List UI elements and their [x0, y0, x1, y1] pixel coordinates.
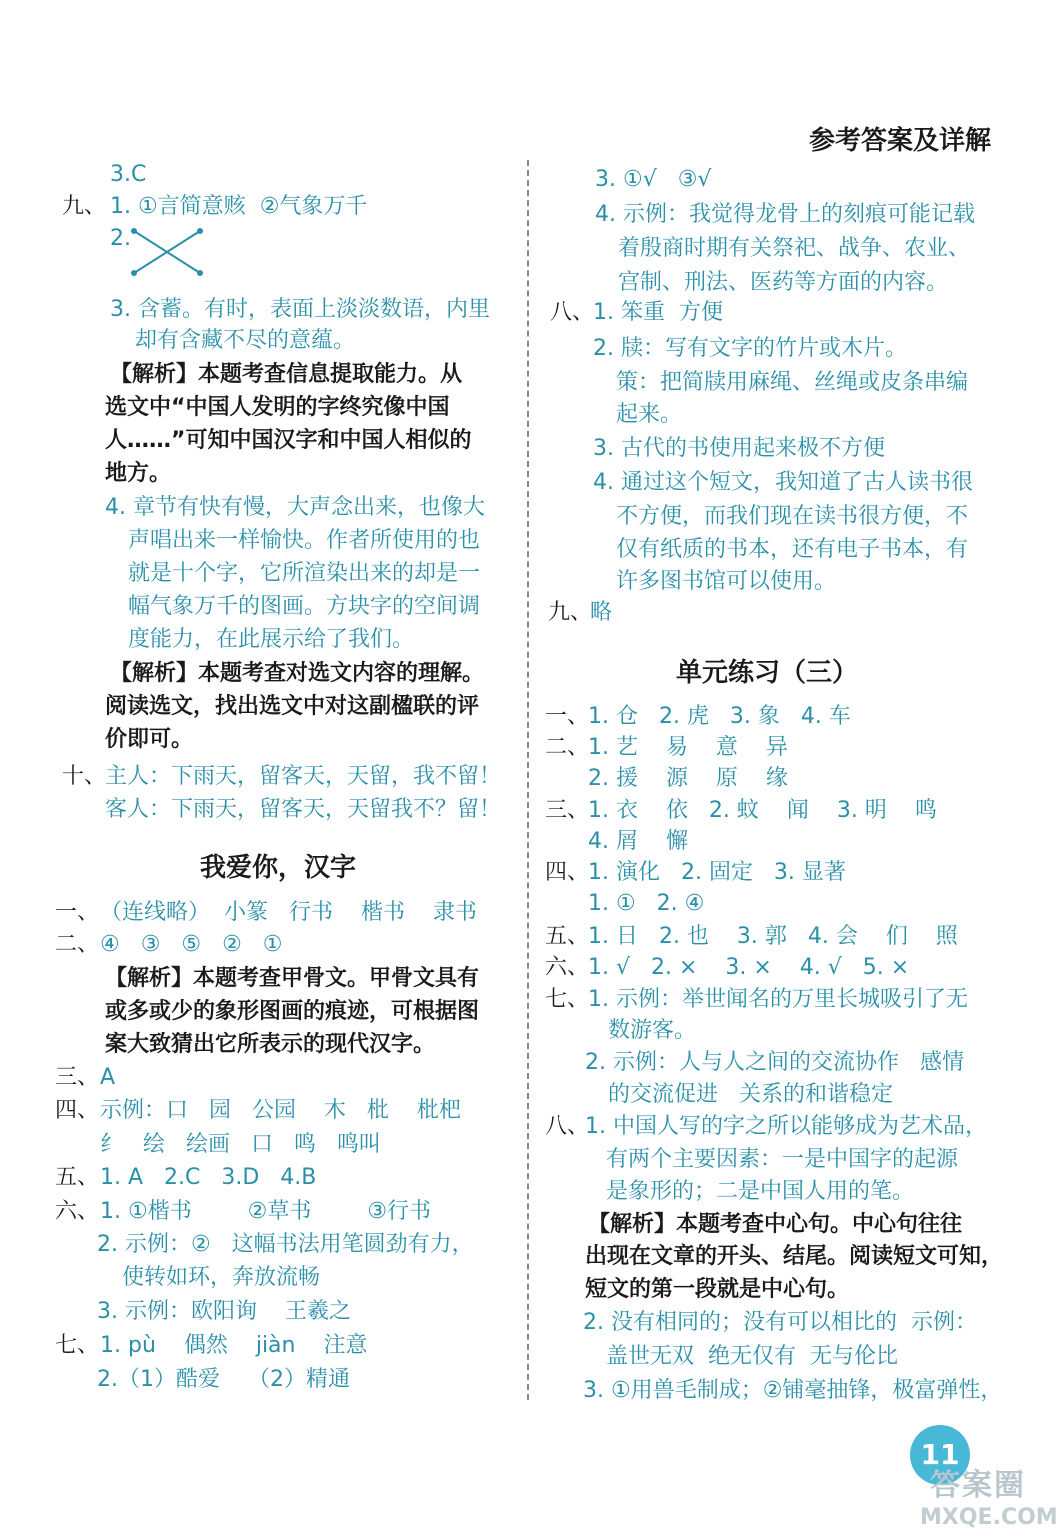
analysis-line: 选文中“中国人发明的字终究像中国 — [105, 395, 450, 420]
column-divider — [527, 160, 529, 1400]
answer-line: 1. 日 2. 也 3. 郭 4. 会 们 照 — [588, 924, 958, 949]
question-number: 九、 — [548, 600, 593, 625]
question-number: 二、 — [55, 932, 100, 957]
question-number: 六、 — [55, 1199, 100, 1224]
page-number-badge: 11 — [910, 1425, 970, 1485]
answer-line: 2. 示例：人与人之间的交流协作 感情 — [585, 1050, 964, 1075]
question-number: 八、 — [550, 300, 595, 325]
answer-line: 策：把简牍用麻绳、丝绳或皮条串编 — [616, 370, 969, 395]
answer-line: 1. 中国人写的字之所以能够成为艺术品， — [585, 1114, 987, 1139]
answer-line: 纟 绘 绘画 口 鸣 鸣叫 — [100, 1132, 381, 1157]
answer-line: 1. 示例：举世闻名的万里长城吸引了无 — [588, 987, 968, 1012]
analysis-line: 或多或少的象形图画的痕迹，可根据图 — [105, 999, 480, 1024]
answer-line: 1. ① 2. ④ — [588, 891, 705, 916]
answer-line: 2. 援 源 原 缘 — [588, 766, 788, 791]
answer-line: 声唱出来一样愉快。作者所使用的也 — [128, 528, 481, 553]
matching-lines-diagram — [128, 225, 208, 280]
answer-line: 4. 示例：我觉得龙骨上的刻痕可能记载 — [595, 202, 975, 227]
answer-line: 4. 屑 懈 — [588, 829, 688, 854]
answer-line: 1. 笨重 方便 — [593, 300, 723, 325]
answer-line: 1. pù 偶然 jiàn 注意 — [100, 1333, 368, 1358]
answer-line: 仅有纸质的书本，还有电子书本，有 — [616, 537, 969, 562]
answer-line: 有两个主要因素：一是中国字的起源 — [606, 1147, 959, 1172]
analysis-line: 案大致猜出它所表示的现代汉字。 — [105, 1032, 436, 1057]
analysis-line: 短文的第一段就是中心句。 — [585, 1277, 850, 1302]
question-number: 七、 — [55, 1333, 100, 1358]
analysis-line: 【解析】本题考查中心句。中心句往往 — [588, 1212, 963, 1237]
answer-line: 是象形的；二是中国人用的笔。 — [606, 1179, 915, 1204]
answer-line: 着殷商时期有关祭祀、战争、农业、 — [618, 236, 971, 261]
question-number: 四、 — [55, 1098, 100, 1123]
answer-line: 4. 通过这个短文，我知道了古人读书很 — [593, 470, 973, 495]
analysis-line: 【解析】本题考查对选文内容的理解。 — [110, 661, 485, 686]
question-number: 二、 — [545, 735, 590, 760]
answer-line: 起来。 — [616, 402, 683, 427]
question-number: 八、 — [545, 1114, 590, 1139]
question-number: 一、 — [545, 704, 590, 729]
analysis-line: 【解析】本题考查甲骨文。甲骨文具有 — [105, 966, 480, 991]
answer-line: 3. ①用兽毛制成；②铺毫抽锋，极富弹性， — [583, 1378, 1003, 1403]
watermark-logo: 答案圈 — [930, 1468, 1026, 1503]
analysis-line: 价即可。 — [105, 727, 194, 752]
answer-line: 1. √ 2. × 3. × 4. √ 5. × — [588, 955, 910, 980]
answer-line: 2. — [110, 226, 131, 251]
answer-line: 宫制、刑法、医药等方面的内容。 — [618, 270, 949, 295]
question-number: 九、 — [62, 194, 107, 219]
analysis-line: 【解析】本题考查信息提取能力。从 — [110, 362, 463, 387]
answer-line: 2. 示例：② 这幅书法用笔圆劲有力， — [97, 1232, 474, 1257]
answer-line: 的交流促进 关系的和谐稳定 — [608, 1082, 893, 1107]
page-header: 参考答案及详解 — [808, 126, 991, 156]
answer-line: 使转如环，奔放流畅 — [122, 1265, 321, 1290]
answer-line: ④ ③ ⑤ ② ① — [100, 932, 283, 957]
answer-line: 2. 没有相同的；没有可以相比的 示例： — [583, 1310, 977, 1335]
answer-line: 略 — [590, 600, 613, 625]
analysis-line: 人……”可知中国汉字和中国人相似的 — [105, 428, 472, 453]
question-number: 十、 — [62, 764, 107, 789]
answer-line: 3. ①√ ③√ — [595, 167, 712, 192]
answer-line: 数游客。 — [608, 1018, 697, 1043]
question-number: 一、 — [55, 900, 100, 925]
answer-line: 度能力，在此展示给了我们。 — [128, 627, 415, 652]
question-number: 三、 — [55, 1065, 100, 1090]
answer-line: 1. A 2.C 3.D 4.B — [100, 1165, 317, 1190]
watermark-site: MXQE.COM — [920, 1505, 1058, 1530]
answer-line: 不方便，而我们现在读书很方便，不 — [616, 504, 969, 529]
question-number: 三、 — [545, 798, 590, 823]
answer-line: 3. 含蓄。有时，表面上淡淡数语，内里 — [110, 297, 490, 322]
answer-line: （连线略） 小篆 行书 楷书 隶书 — [100, 900, 477, 925]
answer-line: 就是十个字，它所渲染出来的却是一 — [128, 561, 481, 586]
answer-line: 客人：下雨天，留客天，天留我不？留！ — [105, 797, 502, 822]
answer-line: 却有含藏不尽的意蕴。 — [135, 328, 356, 353]
answer-line: 2. 牍：写有文字的竹片或木片。 — [593, 336, 907, 361]
answer-line: 2.（1）酷爱 （2）精通 — [97, 1367, 350, 1392]
analysis-line: 阅读选文，找出选文中对这副楹联的评 — [105, 694, 480, 719]
question-number: 四、 — [545, 860, 590, 885]
answer-line: 1. ①言简意赅 ②气象万千 — [110, 194, 368, 219]
answer-line: 1. 艺 易 意 异 — [588, 735, 788, 760]
answer-line: 3.C — [110, 162, 147, 187]
answer-line: 幅气象万千的图画。方块字的空间调 — [128, 594, 481, 619]
analysis-line: 出现在文章的开头、结尾。阅读短文可知， — [585, 1244, 1004, 1269]
answer-line: 4. 章节有快有慢，大声念出来，也像大 — [105, 495, 485, 520]
section-title: 单元练习（三） — [676, 658, 859, 688]
answer-line: 3. 古代的书使用起来极不方便 — [593, 436, 885, 461]
answer-line: 主人：下雨天，留客天，天留，我不留！ — [105, 764, 502, 789]
answer-line: 3. 示例：欧阳询 王羲之 — [97, 1299, 351, 1324]
answer-line: 盖世无双 绝无仅有 无与伦比 — [606, 1344, 898, 1369]
question-number: 五、 — [545, 924, 590, 949]
analysis-line: 地方。 — [105, 461, 172, 486]
question-number: 七、 — [545, 987, 590, 1012]
answer-line: A — [100, 1065, 116, 1090]
answer-line: 1. 演化 2. 固定 3. 显著 — [588, 860, 846, 885]
answer-line: 1. 仓 2. 虎 3. 象 4. 车 — [588, 704, 851, 729]
answer-line: 示例：口 园 公园 木 枇 枇杷 — [100, 1098, 461, 1123]
answer-line: 1. 衣 依 2. 蚊 闻 3. 明 鸣 — [588, 798, 937, 823]
question-number: 六、 — [545, 955, 590, 980]
section-title: 我爱你，汉字 — [200, 853, 357, 883]
answer-line: 1. ①楷书 ②草书 ③行书 — [100, 1199, 432, 1224]
answer-line: 许多图书馆可以使用。 — [616, 569, 837, 594]
question-number: 五、 — [55, 1165, 100, 1190]
